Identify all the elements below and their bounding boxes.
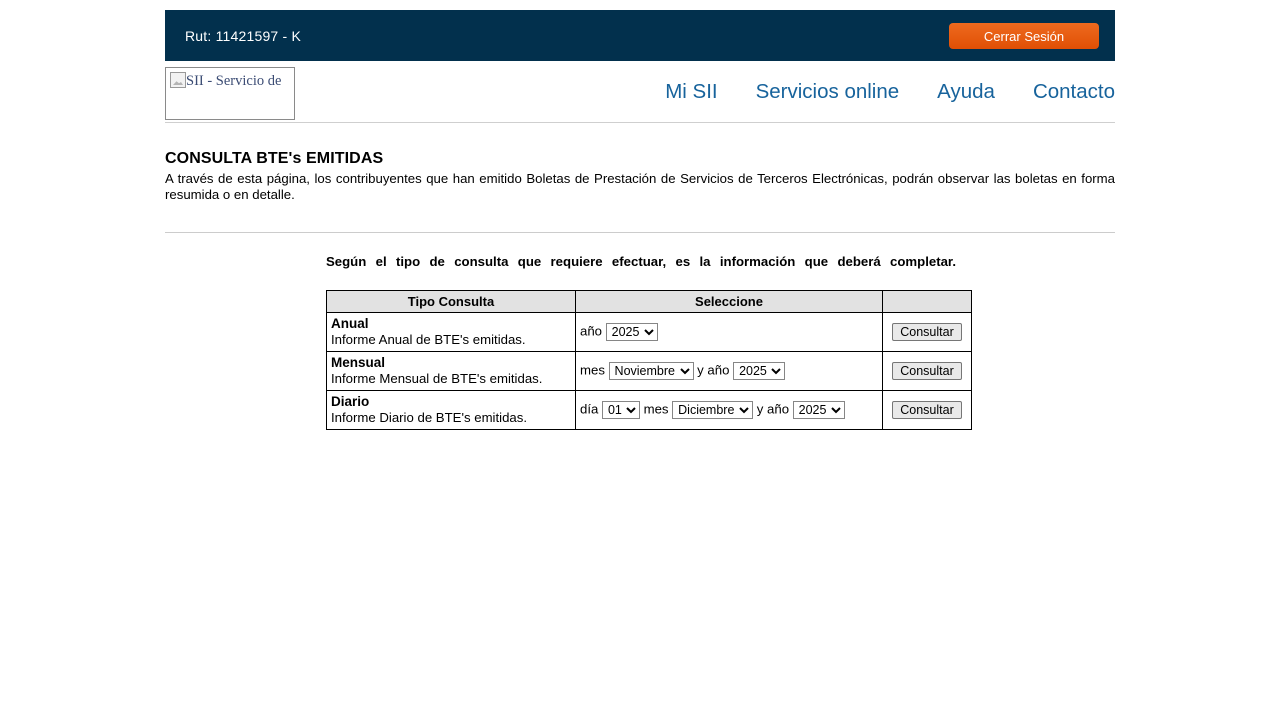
consultar-mensual-button[interactable]: Consultar bbox=[892, 362, 962, 380]
nav-item-ayuda[interactable]: Ayuda bbox=[937, 80, 995, 103]
label-mensual-ano: y año bbox=[697, 362, 730, 378]
select-diario-dia[interactable] bbox=[602, 401, 640, 419]
label-diario-mes: mes bbox=[643, 401, 669, 417]
select-diario-ano[interactable] bbox=[793, 401, 845, 419]
tipo-anual-title: Anual bbox=[331, 316, 369, 331]
table-row-diario bbox=[327, 391, 972, 430]
section-divider bbox=[165, 232, 1115, 233]
page-title: CONSULTA BTE's EMITIDAS bbox=[165, 150, 384, 167]
nav-item-contacto[interactable]: Contacto bbox=[1032, 80, 1115, 103]
cell-accion-anual bbox=[883, 313, 972, 352]
label-diario-dia: día bbox=[580, 401, 599, 417]
tipo-diario-desc: Informe Diario de BTE's emitidas. bbox=[331, 410, 528, 425]
header-seleccione: Seleccione bbox=[576, 291, 883, 313]
select-anual-ano[interactable] bbox=[606, 323, 658, 341]
nav-item-mi-sii[interactable]: Mi SII bbox=[665, 80, 718, 103]
cell-seleccione-anual bbox=[576, 313, 883, 352]
table-row-mensual bbox=[327, 352, 972, 391]
nav-item-servicios-online[interactable]: Servicios online bbox=[755, 80, 900, 103]
site-header bbox=[165, 61, 1115, 123]
consulta-table bbox=[326, 290, 972, 430]
label-mensual-mes: mes bbox=[580, 362, 605, 378]
logout-button[interactable]: Cerrar Sesión bbox=[949, 23, 1099, 49]
consultar-diario-button[interactable]: Consultar bbox=[892, 401, 962, 419]
select-mensual-mes[interactable] bbox=[609, 362, 694, 380]
tipo-mensual-desc: Informe Mensual de BTE's emitidas. bbox=[331, 371, 543, 386]
label-diario-ano: y año bbox=[756, 401, 790, 417]
rut-label: Rut: 11421597 - K bbox=[185, 28, 301, 44]
main-nav bbox=[665, 80, 1115, 104]
top-bar bbox=[165, 10, 1115, 61]
select-mensual-ano[interactable] bbox=[733, 362, 785, 380]
consultar-anual-button[interactable]: Consultar bbox=[892, 323, 962, 341]
header-tipo-consulta: Tipo Consulta bbox=[327, 291, 576, 313]
sii-logo[interactable] bbox=[165, 67, 295, 120]
cell-tipo-mensual bbox=[327, 352, 576, 391]
instruction-text: Según el tipo de consulta que requiere efectuar, es la información que deberá completar. bbox=[326, 254, 956, 269]
cell-seleccione-mensual bbox=[576, 352, 883, 391]
table-header-row bbox=[327, 291, 972, 313]
page-intro bbox=[165, 150, 1115, 202]
tipo-anual-desc: Informe Anual de BTE's emitidas. bbox=[331, 332, 526, 347]
cell-seleccione-diario bbox=[576, 391, 883, 430]
tipo-mensual-title: Mensual bbox=[331, 355, 386, 370]
cell-tipo-anual bbox=[327, 313, 576, 352]
logo-alt-text: SII - Servicio de bbox=[186, 73, 282, 89]
label-anual-ano: año bbox=[580, 323, 603, 339]
page-description: A través de esta página, los contribuyentes que han emitido Boletas de Prestación de Servicios de Terceros Electrónicas, podrán observar las boletas en forma resumida o en detalle. bbox=[165, 171, 1115, 202]
cell-accion-mensual bbox=[883, 352, 972, 391]
header-accion bbox=[883, 291, 972, 313]
cell-tipo-diario bbox=[327, 391, 576, 430]
table-row-anual bbox=[327, 313, 972, 352]
broken-image-icon bbox=[170, 72, 186, 88]
cell-accion-diario bbox=[883, 391, 972, 430]
select-diario-mes[interactable] bbox=[672, 401, 753, 419]
tipo-diario-title: Diario bbox=[331, 394, 370, 409]
